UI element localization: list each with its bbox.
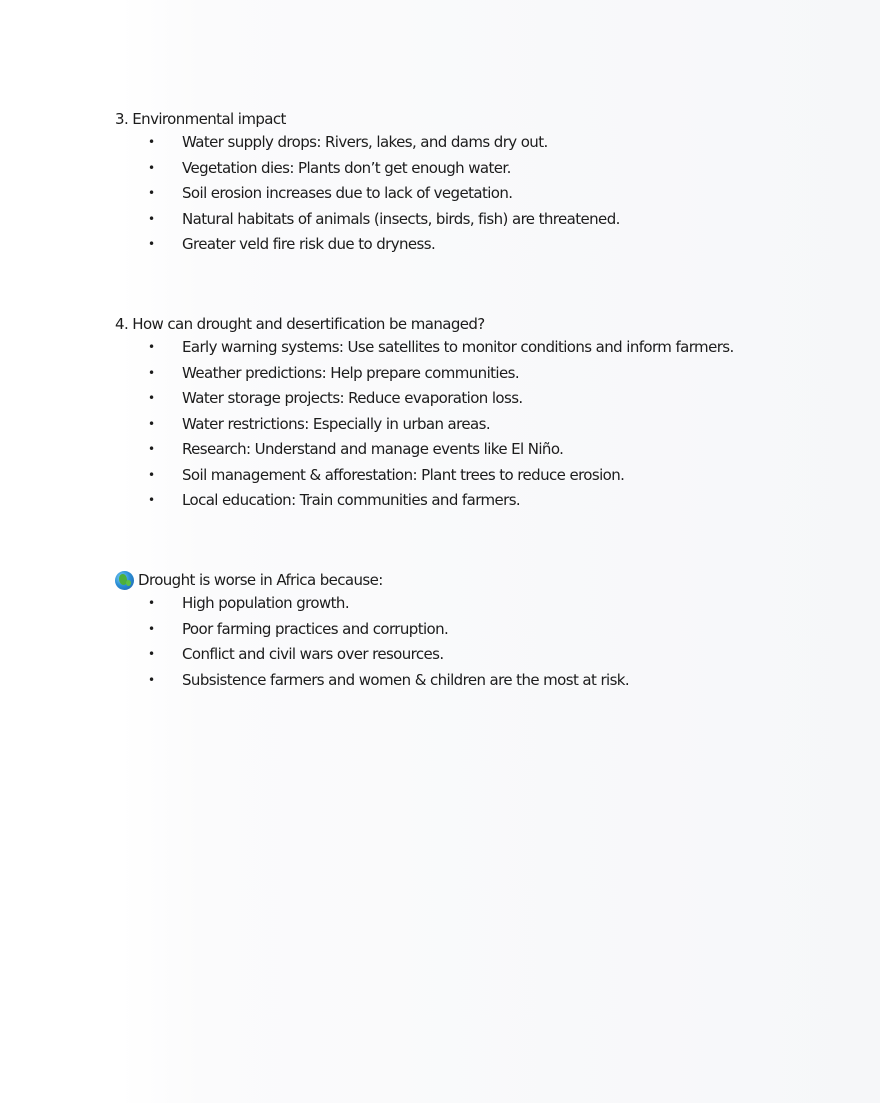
list-item [115, 386, 835, 412]
list-item-text: Conflict and civil wars over resources. [182, 645, 444, 663]
bullet-icon: • [148, 416, 155, 431]
section-heading: 3. Environmental impact [115, 110, 286, 128]
section-drought-management [115, 313, 835, 514]
bullet-list [115, 335, 835, 514]
bullet-icon: • [148, 596, 155, 610]
bullet-icon: • [148, 211, 155, 226]
bullet-icon: • [148, 365, 155, 380]
list-item [115, 412, 835, 438]
list-item [115, 591, 835, 617]
section-heading [115, 569, 835, 591]
bullet-icon: • [148, 621, 155, 636]
list-item [115, 207, 835, 233]
bullet-icon: • [148, 672, 155, 687]
section-environmental-impact [115, 108, 835, 258]
bullet-icon: • [148, 647, 155, 661]
list-item [115, 642, 835, 668]
section-heading-text: Drought is worse in Africa because: [138, 571, 383, 589]
list-item-text: Natural habitats of animals (insects, birds, fish) are threatened. [182, 209, 620, 228]
list-item-text: Vegetation dies: Plants don’t get enough water. [182, 158, 511, 177]
list-item [115, 437, 835, 463]
list-item-text: Soil management & afforestation: Plant trees to reduce erosion. [182, 465, 625, 484]
bullet-icon: • [148, 186, 155, 200]
list-item-text: Early warning systems: Use satellites to monitor conditions and inform farmers. [182, 338, 734, 356]
list-item-text: Soil erosion increases due to lack of vegetation. [182, 184, 513, 202]
list-item [115, 156, 835, 182]
list-item [115, 181, 835, 207]
list-item [115, 668, 835, 694]
list-item-text: Weather predictions: Help prepare communities. [182, 363, 520, 382]
list-item-text: Subsistence farmers and women & children are the most at risk. [182, 670, 630, 689]
list-item-text: Local education: Train communities and farmers. [182, 491, 521, 509]
list-item [115, 335, 835, 361]
bullet-icon: • [148, 135, 155, 149]
bullet-list [115, 130, 835, 258]
list-item-text: High population growth. [182, 594, 349, 612]
list-item-text: Research: Understand and manage events like El Niño. [182, 440, 564, 458]
list-item [115, 130, 835, 156]
list-item [115, 232, 835, 258]
list-item-text: Water restrictions: Especially in urban areas. [182, 414, 490, 433]
globe-africa-icon [115, 571, 134, 590]
list-item-text: Greater veld fire risk due to dryness. [182, 235, 436, 253]
list-item-text: Poor farming practices and corruption. [182, 619, 449, 638]
bullet-icon: • [148, 237, 155, 251]
section-heading: 4. How can drought and desertification be managed? [115, 315, 485, 333]
list-item [115, 463, 835, 489]
bullet-icon: • [148, 391, 155, 405]
section-drought-africa [115, 569, 835, 693]
bullet-icon: • [148, 493, 155, 507]
bullet-icon: • [148, 467, 155, 482]
bullet-icon: • [148, 442, 155, 456]
bullet-icon: • [148, 340, 155, 354]
bullet-icon: • [148, 160, 155, 175]
list-item-text: Water storage projects: Reduce evaporation loss. [182, 389, 523, 407]
list-item [115, 488, 835, 514]
list-item-text: Water supply drops: Rivers, lakes, and dams dry out. [182, 133, 548, 151]
list-item [115, 617, 835, 643]
bullet-list [115, 591, 835, 693]
list-item [115, 361, 835, 387]
